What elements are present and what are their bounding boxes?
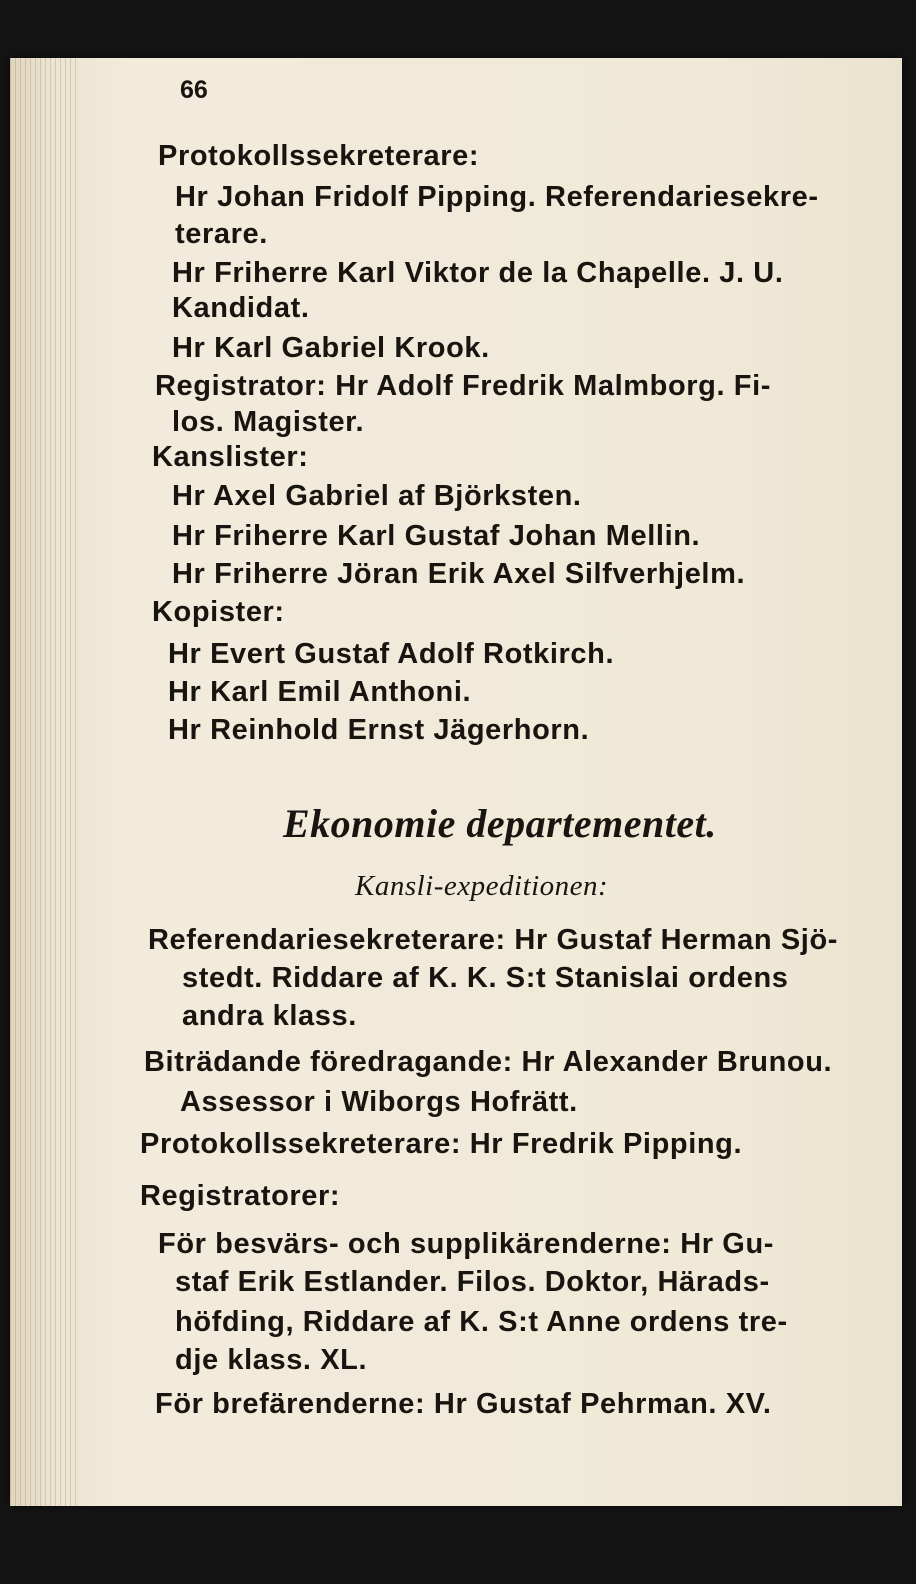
- text-line: Hr Evert Gustaf Adolf Rotkirch.: [168, 638, 615, 670]
- text-line: terare.: [175, 218, 268, 250]
- page-number: 66: [180, 76, 208, 104]
- text-line: Hr Karl Gabriel Krook.: [172, 332, 490, 364]
- text-line: stedt. Riddare af K. K. S:t Stanislai ordens: [182, 962, 789, 994]
- text-line: Hr Karl Emil Anthoni.: [168, 676, 472, 708]
- text-line: Kanslister:: [152, 441, 309, 473]
- text-line: Registratorer:: [140, 1180, 341, 1212]
- page-stack-edge: [10, 58, 76, 1506]
- text-line: Referendariesekreterare: Hr Gustaf Herman Sjö-: [148, 924, 839, 956]
- text-line: höfding, Riddare af K. S:t Anne ordens tre-: [175, 1306, 788, 1338]
- text-line: Registrator: Hr Adolf Fredrik Malmborg. Fi-: [155, 370, 772, 402]
- text-line: Hr Johan Fridolf Pipping. Referendariesekre-: [175, 181, 819, 213]
- text-line: Hr Axel Gabriel af Björksten.: [172, 480, 582, 512]
- text-line: Biträdande föredragande: Hr Alexander Brunou.: [144, 1046, 833, 1078]
- text-line: För brefärenderne: Hr Gustaf Pehrman. XV.: [155, 1388, 772, 1420]
- text-line: Protokollssekreterare: Hr Fredrik Pipping.: [140, 1128, 743, 1160]
- text-line: Hr Friherre Karl Viktor de la Chapelle. J. U.: [172, 257, 784, 289]
- text-line: Assessor i Wiborgs Hofrätt.: [180, 1086, 578, 1118]
- text-line: los. Magister.: [172, 406, 365, 438]
- text-line: Hr Friherre Karl Gustaf Johan Mellin.: [172, 520, 701, 552]
- text-line: staf Erik Estlander. Filos. Doktor, Härads-: [175, 1266, 770, 1298]
- section-heading: Ekonomie departementet.: [283, 801, 717, 846]
- text-line: Kandidat.: [172, 292, 310, 324]
- text-line: Kopister:: [152, 596, 285, 628]
- text-line: Hr Reinhold Ernst Jägerhorn.: [168, 714, 590, 746]
- text-line: Protokollssekreterare:: [158, 140, 480, 172]
- text-line: andra klass.: [182, 1000, 357, 1032]
- text-line: Hr Friherre Jöran Erik Axel Silfverhjelm.: [172, 558, 746, 590]
- text-line: För besvärs- och supplikärenderne: Hr Gu-: [158, 1228, 775, 1260]
- text-line: dje klass. XL.: [175, 1344, 368, 1376]
- section-subheading: Kansli-expeditionen:: [355, 870, 609, 902]
